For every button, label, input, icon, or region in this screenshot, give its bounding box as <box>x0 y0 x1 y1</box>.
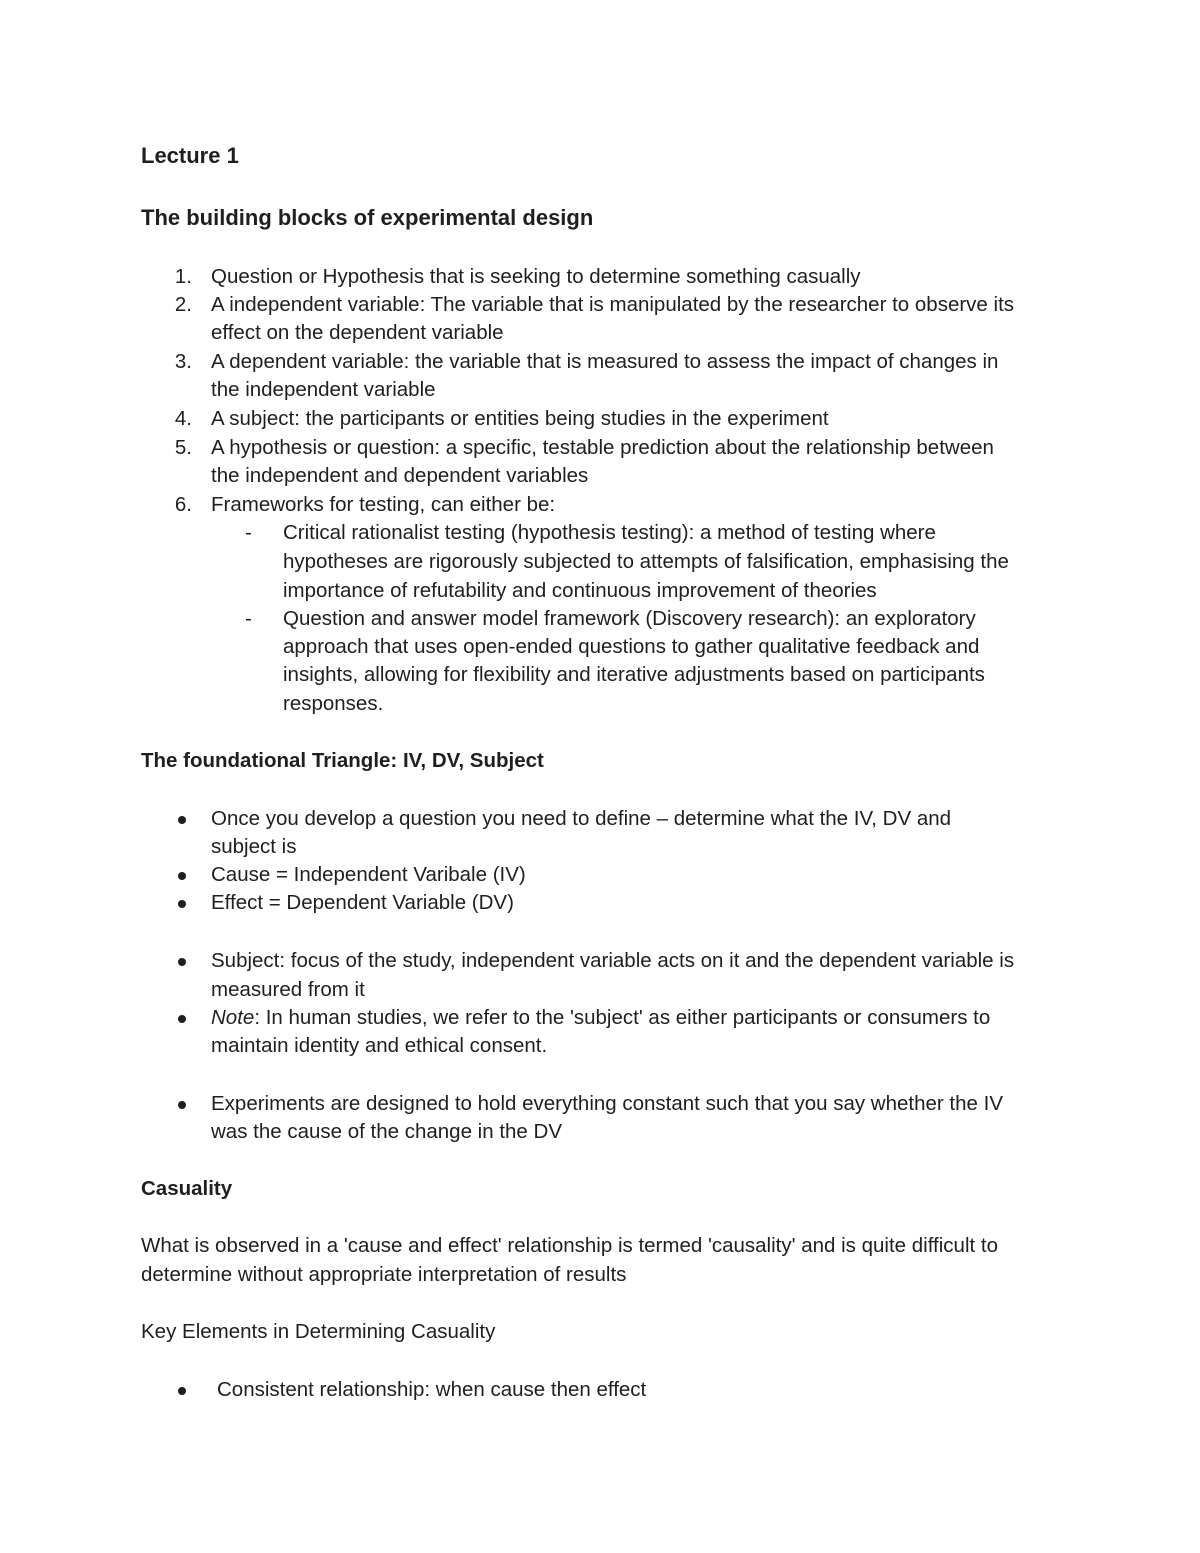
bullet-dot <box>178 1015 186 1023</box>
section-heading-foundational-triangle: The foundational Triangle: IV, DV, Subject <box>141 749 544 772</box>
paragraph-line: determine without appropriate interpretation of results <box>141 1263 627 1286</box>
bullet-dot <box>178 1387 186 1395</box>
list-item-continuation: effect on the dependent variable <box>211 321 504 344</box>
subheading-key-elements: Key Elements in Determining Casuality <box>141 1320 496 1343</box>
section-heading-casuality: Casuality <box>141 1177 233 1200</box>
list-item: A independent variable: The variable that is manipulated by the researcher to observe its <box>211 293 1015 316</box>
list-item: A dependent variable: the variable that is measured to assess the impact of changes in <box>211 350 999 373</box>
list-item: A hypothesis or question: a specific, testable prediction about the relationship between <box>211 436 994 459</box>
bullet-item-continuation: was the cause of the change in the DV <box>211 1120 563 1143</box>
sub-list-item: Question and answer model framework (Discovery research): an exploratory <box>283 607 976 630</box>
bullet-item-note <box>211 1004 990 1032</box>
list-item: Frameworks for testing, can either be: <box>211 493 556 516</box>
sub-list-item: Critical rationalist testing (hypothesis testing): a method of testing where <box>283 521 936 544</box>
section-heading-building-blocks: The building blocks of experimental design <box>141 205 594 230</box>
bullet-item: Cause = Independent Varibale (IV) <box>211 863 526 886</box>
sub-list-item-continuation: responses. <box>283 692 384 715</box>
bullet-item: Experiments are designed to hold everything constant such that you say whether the IV <box>211 1092 1003 1115</box>
bullet-item: Once you develop a question you need to define – determine what the IV, DV and <box>211 807 952 830</box>
bullet-item-continuation: measured from it <box>211 978 365 1001</box>
dash-marker: - <box>245 521 252 544</box>
bullet-item: Subject: focus of the study, independent variable acts on it and the dependent variable is <box>211 949 1015 972</box>
bullet-dot <box>178 1101 186 1109</box>
sub-list-item-continuation: insights, allowing for flexibility and iterative adjustments based on participants <box>283 663 985 686</box>
list-number: 3. <box>174 350 192 373</box>
sub-list-item-continuation: approach that uses open-ended questions to gather qualitative feedback and <box>283 635 980 658</box>
bullet-item-continuation: subject is <box>211 835 297 858</box>
bullet-item: Consistent relationship: when cause then effect <box>217 1378 647 1401</box>
list-number: 1. <box>174 265 192 288</box>
bullet-dot <box>178 900 186 908</box>
bullet-item: Effect = Dependent Variable (DV) <box>211 891 514 914</box>
sub-list-item-continuation: importance of refutability and continuous improvement of theories <box>283 579 877 602</box>
paragraph-line: What is observed in a 'cause and effect' relationship is termed 'causality' and is quite difficult to <box>141 1234 998 1257</box>
bullet-dot <box>178 872 186 880</box>
bullet-item-continuation: maintain identity and ethical consent. <box>211 1034 548 1057</box>
dash-marker: - <box>245 607 252 630</box>
list-number: 6. <box>174 493 192 516</box>
bullet-dot <box>178 958 186 966</box>
list-number: 2. <box>174 293 192 316</box>
list-item-continuation: the independent variable <box>211 378 436 401</box>
list-number: 5. <box>174 436 192 459</box>
lecture-title: Lecture 1 <box>141 143 239 168</box>
list-item: Question or Hypothesis that is seeking to determine something casually <box>211 265 861 288</box>
list-number: 4. <box>174 407 192 430</box>
sub-list-item-continuation: hypotheses are rigorously subjected to attempts of falsification, emphasising the <box>283 550 1009 573</box>
note-text: : In human studies, we refer to the 'subject' as either participants or consumers to <box>254 1006 991 1029</box>
list-item: A subject: the participants or entities being studies in the experiment <box>211 407 829 430</box>
list-item-continuation: the independent and dependent variables <box>211 464 589 487</box>
bullet-dot <box>178 816 186 824</box>
note-label: Note <box>211 1006 255 1029</box>
